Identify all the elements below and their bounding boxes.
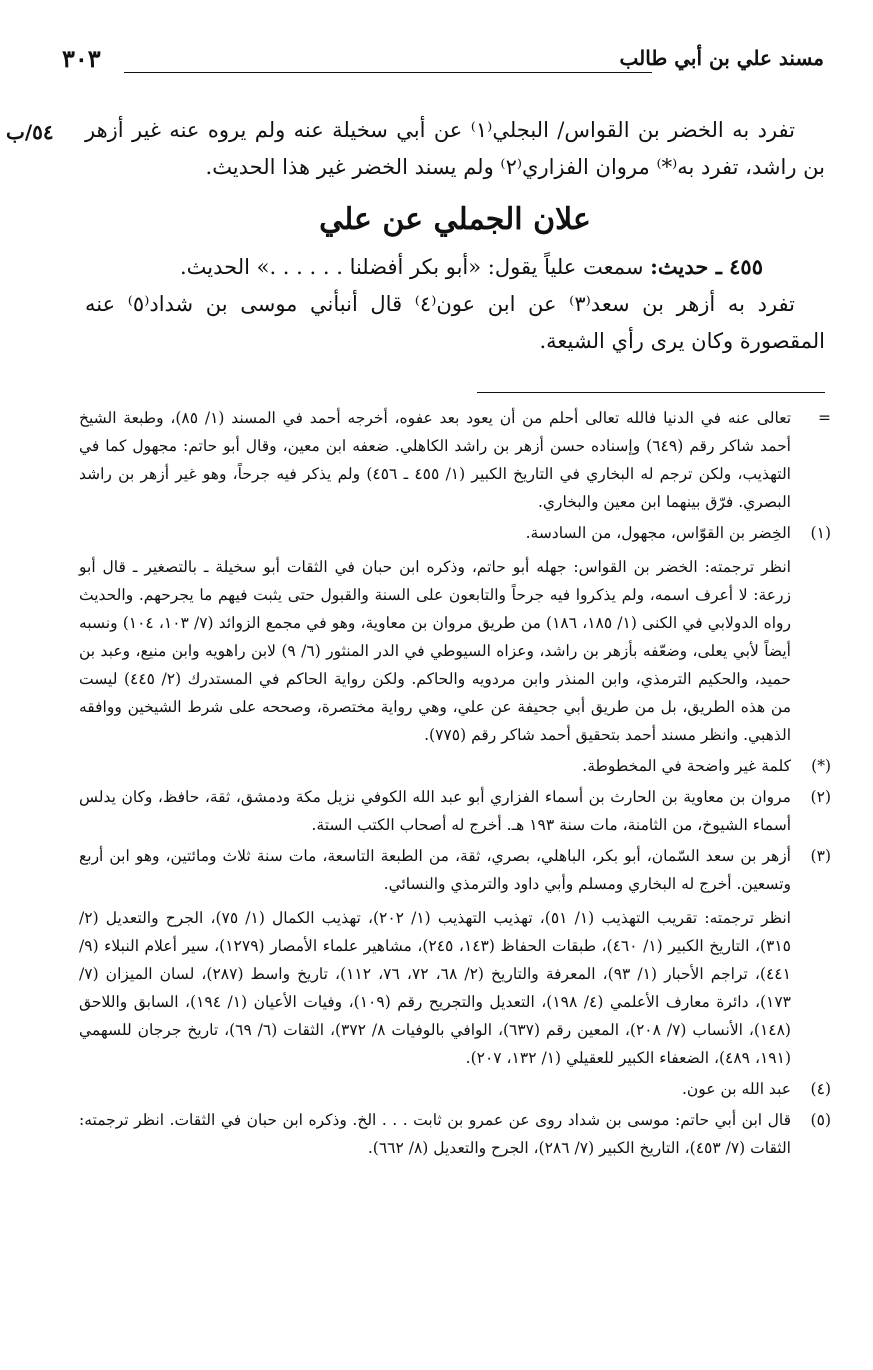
footnote-text (79, 1106, 791, 1162)
footnote-text (79, 1075, 791, 1103)
footnote-text (79, 842, 791, 1072)
main-paragraph: تفرد به الخضر بن القواس/ البجلي⁽١⁾ عن أبي سخيلة عنه ولم يروه عنه غير أزهر بن راشد، تفرد به⁽*⁾ مروان الفزاري⁽٢⁾ ولم يسند الخضر غير هذا الحديث. (85, 118, 825, 179)
footnote-paragraph: الخِضر بن القوّاس، مجهول، من السادسة. (525, 524, 791, 542)
footnote-marker: (٤) (810, 1080, 831, 1098)
footnote-paragraph: قال ابن أبي حاتم: موسى بن شداد روى عن عمرو بن ثابت . . . الخ. وذكره ابن حبان في الثقات. انظر ترجمته: الثقات (٧/ ٤٥٣)، التاريخ الكبير (٧/ ٢٨٦)، الجرح والتعديل (٨/ ٦٦٢). (79, 1111, 791, 1157)
footnote (79, 519, 831, 749)
manuscript-folio-note: ٥٤/ب (6, 120, 54, 144)
footnote (79, 783, 831, 839)
footnote-text (79, 404, 791, 516)
main-paragraph: تفرد به أزهر بن سعد⁽٣⁾ عن ابن عون⁽٤⁾ قال أنبأني موسى بن شداد⁽٥⁾ عنه المقصورة وكان يرى رأي الشيعة. (85, 292, 825, 353)
footnote-text (79, 783, 791, 839)
hadith-paragraph (85, 248, 825, 286)
footnote-separator (477, 392, 825, 393)
footnote (79, 1075, 831, 1103)
running-title: مسند علي بن أبي طالب (619, 46, 824, 70)
footnote-marker: (٢) (810, 788, 831, 806)
page-number: ٣٠٣ (62, 44, 101, 73)
footnote-paragraph: أزهر بن سعد السّمان، أبو بكر، الباهلي، بصري، ثقة، من الطبعة التاسعة، مات سنة ثلاث ومائتين، وهو ابن أربع وتسعين. أخرج له البخاري ومسلم وأبي داود والترمذي والنسائي. (79, 847, 791, 893)
page-header (62, 46, 824, 86)
footnotes (79, 404, 831, 1165)
footnote-paragraph: انظر ترجمته: تقريب التهذيب (١/ ٥١)، تهذيب التهذيب (١/ ٢٠٢)، تهذيب الكمال (١/ ٧٥)، الجرح والتعديل (٢/ ٣١٥)، التاريخ الكبير (١/ ٤٦٠)، طبقات الحفاظ (١٤٣، ٢٤٥)، مشاهير علماء الأمصار (١٢٧٩)، سير أعلام النبلاء (٩/ ٤٤١)، تراجم الأحبار (١/ ٩٣)، المعرفة والتاريخ (٢/ ٦٨، ٧٢، ٧٦، ١١٢)، تاريخ واسط (٢٨٧)، لسان الميزان (٧/ ١٧٣)، دائرة معارف الأعلمي (٤/ ١٩٨)، التعديل والتجريح رقم (١٠٩)، وفيات الأعيان (١/ ١٩٤)، السابق واللاحق (١٤٨)، الأنساب (٧/ ٢٠٨)، المعين رقم (٦٣٧)، الوافي بالوفيات ٨/ ٣٧٢)، الثقات (٦/ ٦٩)، تاريخ جرجان للسهمي (١٩١، ٤٨٩)، الضعفاء الكبير للعقيلي (١/ ١٣٢، ٢٠٧). (79, 909, 791, 1067)
footnote-paragraph: انظر ترجمته: الخضر بن القواس: جهله أبو حاتم، وذكره ابن حبان في الثقات أبو سخيلة ـ بالتصغير ـ قال أبو زرعة: لا أعرف اسمه، ولم يذكروا فيه جرحاً والتابعون على السنة والقبول حتى يثبت فيهم ما يجرحهم. والحديث رواه الدولابي في الكنى (١/ ١٨٥، ١٨٦) من طريق مروان بن معاوية، وهو في مجمع الزوائد (٧/ ١٠٣، ١٠٤) ونسبه أيضاً لأبي يعلى، وضعّفه بأزهر بن راشد، وعزاه السيوطي في الدر المنثور (٦/ ٩) لابن راهويه وابن منيع، وعبد بن حميد، والحكيم الترمذي، وابن المنذر وابن مردويه والحاكم. ولكن رواية الحاكم في المستدرك (٢/ ٤٤٥) ليست من هذه الطريق، بل من طريق أبي جحيفة عن علي، وهي رواية مختصرة، وصححه على شرط الشيخين ووافقه الذهبي. وانظر مسند أحمد بتحقيق أحمد شاكر رقم (٧٧٥). (79, 558, 792, 744)
footnote (79, 752, 831, 780)
footnote (79, 1106, 831, 1162)
main-text (85, 112, 825, 360)
hadith-label: ٤٥٥ ـ حديث: (650, 254, 763, 279)
header-rule (124, 72, 652, 73)
footnote-paragraph: كلمة غير واضحة في المخطوطة. (582, 757, 791, 775)
footnote-text (79, 752, 791, 780)
footnote (79, 404, 831, 516)
section-title: علان الجملي عن علي (319, 202, 591, 237)
footnote (79, 842, 831, 1072)
footnote-marker: = (818, 409, 831, 427)
footnote-marker: (٣) (810, 847, 831, 865)
footnote-marker: (٥) (810, 1111, 831, 1129)
footnote-marker: (*) (811, 757, 831, 775)
footnote-paragraph: عبد الله بن عون. (682, 1080, 791, 1098)
footnote-marker: (١) (810, 524, 831, 542)
footnote-paragraph: تعالى عنه في الدنيا فالله تعالى أحلم من أن يعود بعد عفوه، أخرجه أحمد في المسند (١/ ٨٥)، وطبعة الشيخ أحمد شاكر رقم (٦٤٩) وإسناده حسن أزهر بن راشد الكاهلي. ضعفه ابن معين، وقال أبو حاتم: مجهول كما في التهذيب، ولكن ترجم له البخاري في التاريخ الكبير (١/ ٤٥٥ ـ ٤٥٦) ولم يذكر فيه جرحاً، وهو غير أزهر بن راشد البصري. فرّق بينهما ابن معين والبخاري. (79, 409, 792, 511)
footnote-text (79, 519, 791, 749)
footnote-paragraph: مروان بن معاوية بن الحارث بن أسماء الفزاري أبو عبد الله الكوفي نزيل مكة ودمشق، ثقة، حافظ، وكان يدلس أسماء الشيوخ، من الثامنة، مات سنة ١٩٣ هـ. أخرج له أصحاب الكتب الستة. (79, 788, 791, 834)
hadith-text: سمعت علياً يقول: «أبو بكر أفضلنا . . . . . .» الحديث. (179, 255, 651, 279)
